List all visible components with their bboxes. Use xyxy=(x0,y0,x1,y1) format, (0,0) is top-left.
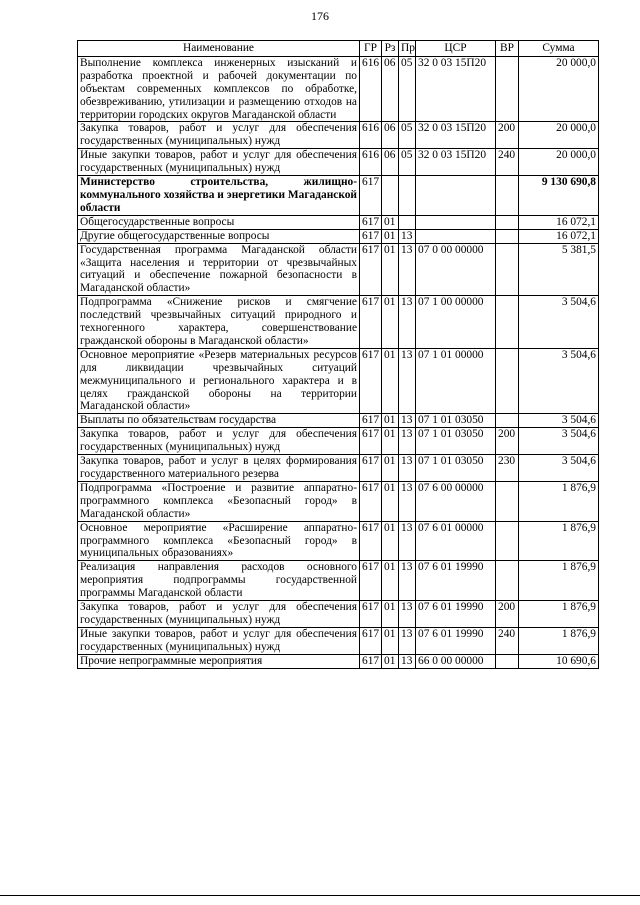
cell-pr xyxy=(399,215,416,229)
cell-vr: 200 xyxy=(496,122,519,149)
cell-rz: 01 xyxy=(382,627,399,654)
table-header-row xyxy=(78,41,599,57)
cell-pr xyxy=(399,176,416,216)
cell-rz: 06 xyxy=(382,122,399,149)
table-row xyxy=(78,176,599,216)
cell-rz: 01 xyxy=(382,601,399,628)
cell-pr: 05 xyxy=(399,149,416,176)
cell-pr: 13 xyxy=(399,627,416,654)
cell-name: Выполнение комплекса инженерных изысканий и разработка проектной и рабочей документации по объектам современных комплексов по обработке, обезвреживанию, утилизации и размещению отходов на территории городских округов Магаданской области xyxy=(78,56,360,122)
cell-csr: 32 0 03 15П20 xyxy=(416,149,496,176)
cell-pr: 13 xyxy=(399,654,416,668)
cell-rz: 06 xyxy=(382,56,399,122)
cell-vr xyxy=(496,243,519,296)
cell-csr: 07 1 01 03050 xyxy=(416,455,496,482)
cell-sum: 1 876,9 xyxy=(519,521,599,561)
cell-vr: 200 xyxy=(496,601,519,628)
cell-vr: 240 xyxy=(496,149,519,176)
cell-gr: 616 xyxy=(360,149,382,176)
cell-sum: 16 072,1 xyxy=(519,215,599,229)
page-number: 176 xyxy=(311,9,329,23)
cell-rz: 01 xyxy=(382,296,399,349)
cell-gr: 617 xyxy=(360,176,382,216)
cell-name: Основное мероприятие «Расширение аппаратно-программного комплекса «Безопасный город» в муниципальных образованиях» xyxy=(78,521,360,561)
cell-pr: 13 xyxy=(399,481,416,521)
cell-sum: 9 130 690,8 xyxy=(519,176,599,216)
header-rz: Рз xyxy=(382,41,399,57)
table-row xyxy=(78,654,599,668)
cell-rz: 01 xyxy=(382,455,399,482)
cell-pr: 13 xyxy=(399,348,416,414)
cell-gr: 617 xyxy=(360,428,382,455)
cell-name: Подпрограмма «Построение и развитие аппаратно-программного комплекса «Безопасный город» в Магаданской области» xyxy=(78,481,360,521)
cell-sum: 3 504,6 xyxy=(519,414,599,428)
cell-pr: 13 xyxy=(399,521,416,561)
cell-pr: 13 xyxy=(399,243,416,296)
header-csr: ЦСР xyxy=(416,41,496,57)
cell-vr xyxy=(496,56,519,122)
cell-csr: 32 0 03 15П20 xyxy=(416,56,496,122)
cell-gr: 616 xyxy=(360,56,382,122)
cell-name: Закупка товаров, работ и услуг для обеспечения государственных (муниципальных) нужд xyxy=(78,122,360,149)
cell-sum: 1 876,9 xyxy=(519,481,599,521)
cell-name: Иные закупки товаров, работ и услуг для обеспечения государственных (муниципальных) нужд xyxy=(78,149,360,176)
table-row xyxy=(78,561,599,601)
table-row xyxy=(78,481,599,521)
cell-sum: 1 876,9 xyxy=(519,561,599,601)
cell-gr: 617 xyxy=(360,215,382,229)
cell-pr: 13 xyxy=(399,455,416,482)
cell-vr: 230 xyxy=(496,455,519,482)
cell-csr: 07 6 01 19990 xyxy=(416,561,496,601)
cell-sum: 3 504,6 xyxy=(519,428,599,455)
cell-sum: 20 000,0 xyxy=(519,56,599,122)
cell-name: Другие общегосударственные вопросы xyxy=(78,229,360,243)
cell-vr: 240 xyxy=(496,627,519,654)
cell-vr xyxy=(496,654,519,668)
cell-gr: 617 xyxy=(360,348,382,414)
cell-csr xyxy=(416,215,496,229)
cell-csr: 07 6 01 19990 xyxy=(416,627,496,654)
cell-rz: 01 xyxy=(382,229,399,243)
cell-csr: 07 1 01 03050 xyxy=(416,428,496,455)
cell-sum: 20 000,0 xyxy=(519,149,599,176)
cell-rz: 01 xyxy=(382,428,399,455)
cell-rz xyxy=(382,176,399,216)
cell-gr: 617 xyxy=(360,414,382,428)
cell-vr xyxy=(496,481,519,521)
cell-csr: 07 0 00 00000 xyxy=(416,243,496,296)
cell-name: Министерство строительства, жилищно-коммунального хозяйства и энергетики Магаданской области xyxy=(78,176,360,216)
cell-gr: 617 xyxy=(360,654,382,668)
cell-csr: 07 6 00 00000 xyxy=(416,481,496,521)
cell-gr: 617 xyxy=(360,481,382,521)
cell-name: Подпрограмма «Снижение рисков и смягчение последствий чрезвычайных ситуаций природного и техногенного характера, совершенствование гражданской обороны в Магаданской области» xyxy=(78,296,360,349)
cell-rz: 01 xyxy=(382,561,399,601)
cell-csr: 07 1 01 00000 xyxy=(416,348,496,414)
cell-csr: 07 6 01 19990 xyxy=(416,601,496,628)
cell-sum: 3 504,6 xyxy=(519,296,599,349)
cell-sum: 20 000,0 xyxy=(519,122,599,149)
cell-gr: 617 xyxy=(360,229,382,243)
cell-csr: 32 0 03 15П20 xyxy=(416,122,496,149)
cell-pr: 13 xyxy=(399,601,416,628)
cell-csr xyxy=(416,229,496,243)
cell-rz: 01 xyxy=(382,414,399,428)
cell-pr: 13 xyxy=(399,229,416,243)
header-vr: ВР xyxy=(496,41,519,57)
table-row xyxy=(78,149,599,176)
cell-name: Прочие непрограммные мероприятия xyxy=(78,654,360,668)
cell-vr xyxy=(496,176,519,216)
table-row xyxy=(78,122,599,149)
cell-csr: 07 1 01 03050 xyxy=(416,414,496,428)
cell-pr: 13 xyxy=(399,428,416,455)
header-name: Наименование xyxy=(78,41,360,57)
table-row xyxy=(78,56,599,122)
table-row xyxy=(78,521,599,561)
header-sum: Сумма xyxy=(519,41,599,57)
table-row xyxy=(78,215,599,229)
cell-csr: 07 6 01 00000 xyxy=(416,521,496,561)
table-row xyxy=(78,348,599,414)
cell-name: Реализация направления расходов основного мероприятия подпрограммы государственной программы Магаданской области xyxy=(78,561,360,601)
cell-gr: 617 xyxy=(360,296,382,349)
header-pr: Пр xyxy=(399,41,416,57)
table-row xyxy=(78,229,599,243)
cell-vr xyxy=(496,296,519,349)
table-row xyxy=(78,414,599,428)
cell-sum: 1 876,9 xyxy=(519,627,599,654)
cell-rz: 01 xyxy=(382,215,399,229)
cell-pr: 13 xyxy=(399,296,416,349)
cell-pr: 05 xyxy=(399,122,416,149)
cell-gr: 617 xyxy=(360,627,382,654)
cell-sum: 3 504,6 xyxy=(519,455,599,482)
cell-gr: 616 xyxy=(360,122,382,149)
cell-name: Закупка товаров, работ и услуг в целях формирования государственного материального резерва xyxy=(78,455,360,482)
cell-gr: 617 xyxy=(360,601,382,628)
cell-vr xyxy=(496,521,519,561)
cell-rz: 06 xyxy=(382,149,399,176)
cell-name: Закупка товаров, работ и услуг для обеспечения государственных (муниципальных) нужд xyxy=(78,601,360,628)
cell-vr xyxy=(496,215,519,229)
cell-name: Основное мероприятие «Резерв материальных ресурсов для ликвидации чрезвычайных ситуаций межмуниципального и регионального характера и в целях гражданской обороны на территории Магаданской области» xyxy=(78,348,360,414)
cell-gr: 617 xyxy=(360,521,382,561)
cell-vr xyxy=(496,229,519,243)
header-gr: ГР xyxy=(360,41,382,57)
table-row xyxy=(78,455,599,482)
table-body xyxy=(78,56,599,668)
cell-vr xyxy=(496,414,519,428)
cell-csr: 66 0 00 00000 xyxy=(416,654,496,668)
table-row xyxy=(78,296,599,349)
cell-name: Выплаты по обязательствам государства xyxy=(78,414,360,428)
cell-name: Иные закупки товаров, работ и услуг для обеспечения государственных (муниципальных) нужд xyxy=(78,627,360,654)
cell-rz: 01 xyxy=(382,521,399,561)
footer-line xyxy=(0,895,640,896)
cell-sum: 5 381,5 xyxy=(519,243,599,296)
cell-gr: 617 xyxy=(360,455,382,482)
cell-gr: 617 xyxy=(360,561,382,601)
cell-sum: 1 876,9 xyxy=(519,601,599,628)
cell-pr: 05 xyxy=(399,56,416,122)
table-row xyxy=(78,428,599,455)
cell-rz: 01 xyxy=(382,348,399,414)
cell-rz: 01 xyxy=(382,243,399,296)
cell-name: Государственная программа Магаданской области «Защита населения и территории от чрезвычайных ситуаций и обеспечение пожарной безопасности в Магаданской области» xyxy=(78,243,360,296)
cell-csr: 07 1 00 00000 xyxy=(416,296,496,349)
cell-vr xyxy=(496,348,519,414)
cell-sum: 16 072,1 xyxy=(519,229,599,243)
cell-pr: 13 xyxy=(399,414,416,428)
table-row xyxy=(78,243,599,296)
table-row xyxy=(78,601,599,628)
cell-name: Закупка товаров, работ и услуг для обеспечения государственных (муниципальных) нужд xyxy=(78,428,360,455)
cell-vr xyxy=(496,561,519,601)
cell-name: Общегосударственные вопросы xyxy=(78,215,360,229)
cell-vr: 200 xyxy=(496,428,519,455)
budget-table xyxy=(77,40,599,669)
cell-rz: 01 xyxy=(382,481,399,521)
cell-pr: 13 xyxy=(399,561,416,601)
cell-rz: 01 xyxy=(382,654,399,668)
table-row xyxy=(78,627,599,654)
cell-sum: 3 504,6 xyxy=(519,348,599,414)
cell-gr: 617 xyxy=(360,243,382,296)
cell-sum: 10 690,6 xyxy=(519,654,599,668)
cell-csr xyxy=(416,176,496,216)
